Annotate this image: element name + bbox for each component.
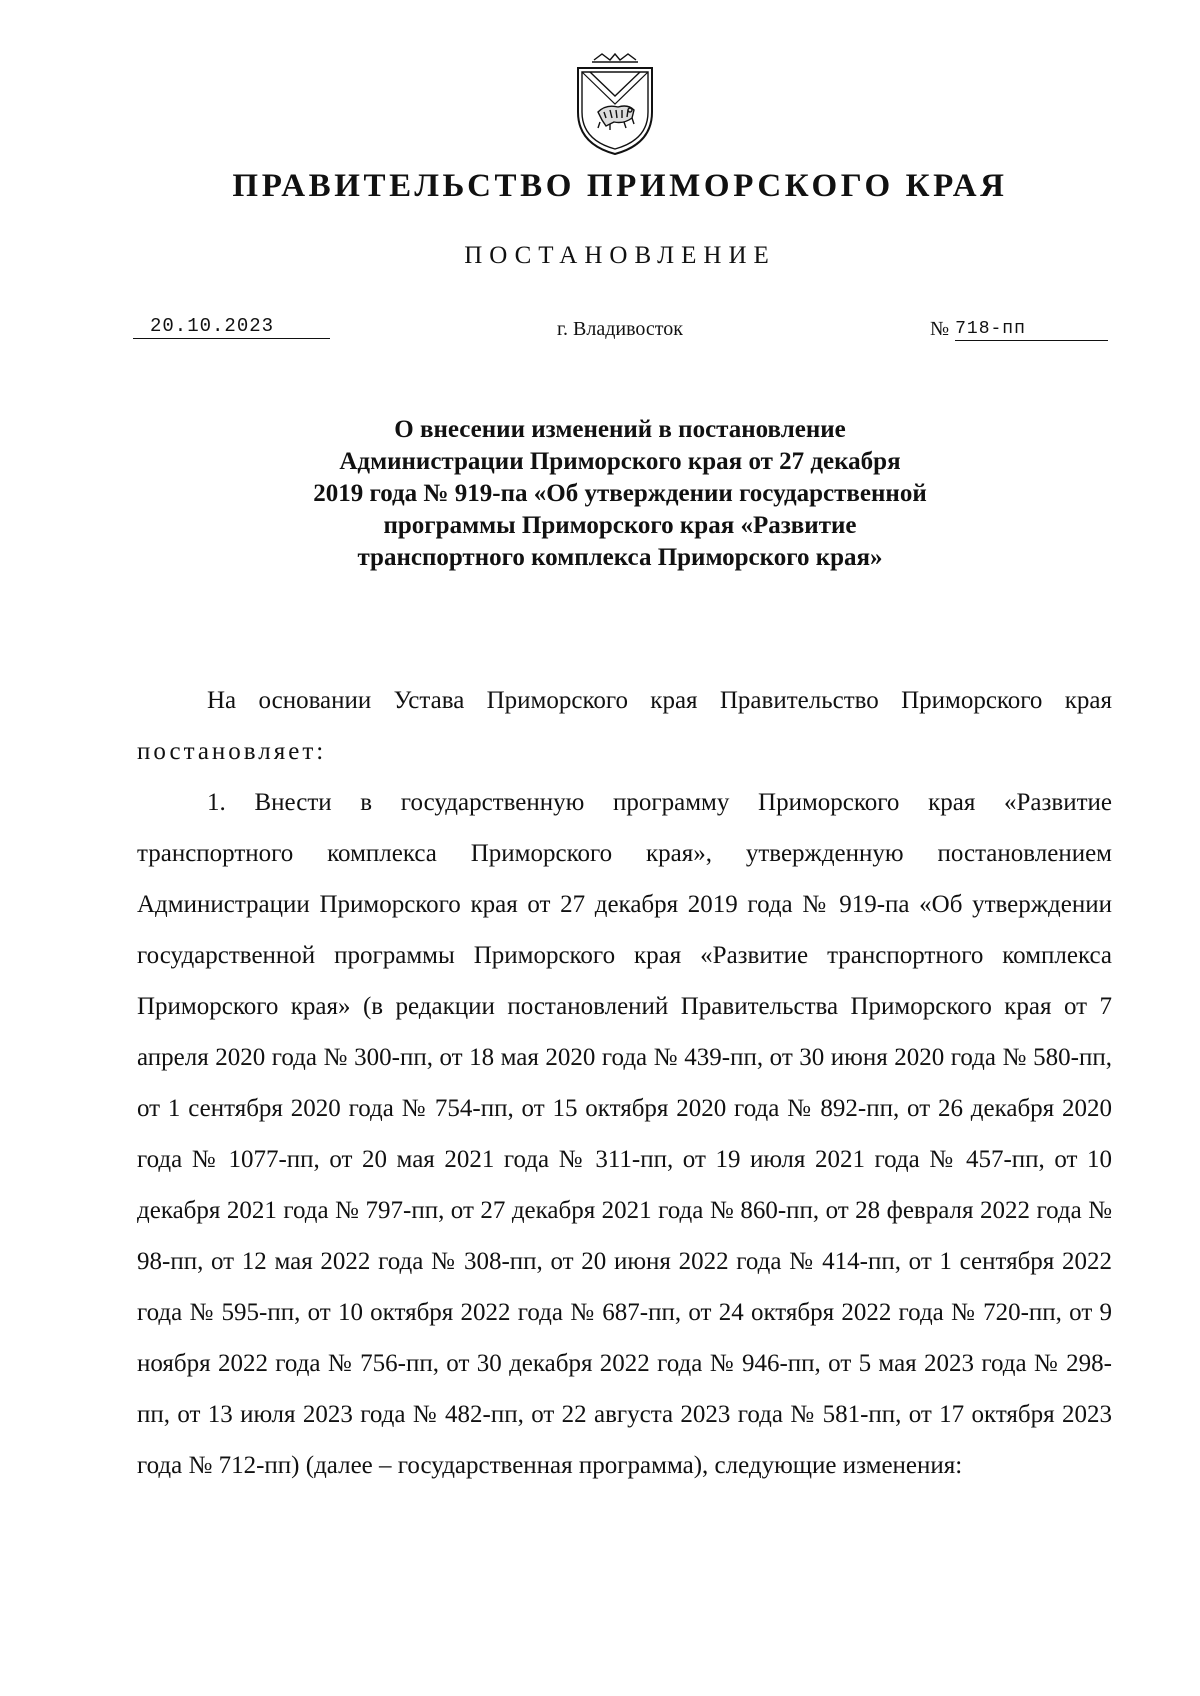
document-heading (0, 414, 1200, 574)
heading-line: Администрации Приморского края от 27 декабря (339, 448, 901, 475)
emphasis-text: постановляет: (137, 738, 327, 765)
document-body (137, 675, 1112, 1491)
paragraph-text: На основании Устава Приморского края Правительство Приморского края (207, 687, 1112, 714)
paragraph-item-1: 1. Внести в государственную программу Приморского края «Развитие транспортного комплекса Приморского края», утвержденную постановлением Администрации Приморского края от 27 декабря 2019 года № 919-па «Об утверждении государственной программы Приморского края «Развитие транспортного комплекса Приморского края» (в редакции постановлений Правительства Приморского края от 7 апреля 2020 года № 300-пп, от 18 мая 2020 года № 439-пп, от 30 июня 2020 года № 580-пп, от 1 сентября 2020 года № 754-пп, от 15 октября 2020 года № 892-пп, от 26 декабря 2020 года № 1077-пп, от 20 мая 2021 года № 311-пп, от 19 июля 2021 года № 457-пп, от 10 декабря 2021 года № 797-пп, от 27 декабря 2021 года № 860-пп, от 28 февраля 2022 года № 98-пп, от 12 мая 2022 года № 308-пп, от 20 июня 2022 года № 414-пп, от 1 сентября 2022 года № 595-пп, от 10 октября 2022 года № 687-пп, от 24 октября 2022 года № 720-пп, от 9 ноября 2022 года № 756-пп, от 30 декабря 2022 года № 946-пп, от 5 мая 2023 года № 298-пп, от 13 июля 2023 года № 482-пп, от 22 августа 2023 года № 581-пп, от 17 октября 2023 года № 712-пп) (далее – государственная программа), следующие изменения: (137, 789, 1112, 1479)
number-value: 718-пп (955, 318, 1108, 341)
heading-line: О внесении изменений в постановление (394, 416, 846, 443)
coat-of-arms-icon (570, 52, 660, 158)
paragraph-basis (137, 675, 1112, 777)
document-type: ПОСТАНОВЛЕНИЕ (464, 242, 776, 269)
document-number (930, 318, 1108, 341)
organization-title: ПРАВИТЕЛЬСТВО ПРИМОРСКОГО КРАЯ (232, 168, 1008, 204)
heading-line: транспортного комплекса Приморского края» (357, 544, 883, 571)
document-city: г. Владивосток (557, 318, 683, 340)
document-date: 20.10.2023 (133, 314, 330, 339)
heading-line: программы Приморского края «Развитие (383, 512, 857, 539)
heading-line: 2019 года № 919-па «Об утверждении государственной (313, 480, 927, 507)
number-prefix: № (930, 318, 950, 340)
